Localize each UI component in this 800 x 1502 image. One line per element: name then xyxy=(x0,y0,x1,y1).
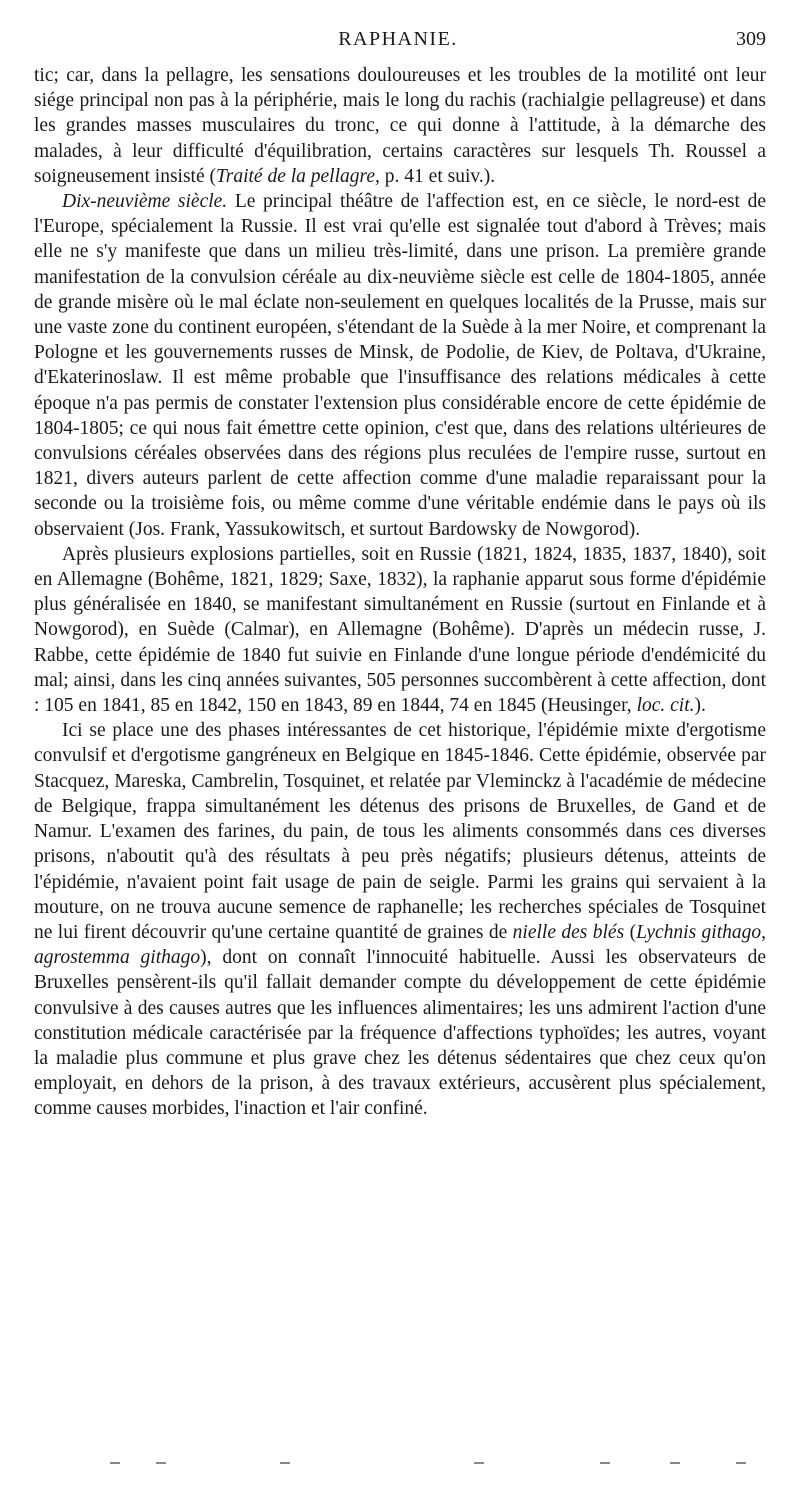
print-mark xyxy=(474,1462,484,1464)
italic-text-run: Traité de la pellagre, xyxy=(215,165,380,187)
paragraph xyxy=(34,63,766,189)
print-mark xyxy=(600,1462,610,1464)
page-header xyxy=(30,28,766,58)
italic-text-run: nielle des blés xyxy=(512,921,625,943)
paragraph xyxy=(34,542,766,718)
text-run: ), dont on connaît l'innocuité habituelle. Aussi les observateurs de Bruxelles pensèrent-ils qu'il fallait demander compte du développement de cette épidémie convulsive à des causes autres que les influences alimentaires; les uns admirent l'action d'une constitution médicale caractérisée par la fréquence d'affections typhoïdes; les autres, voyant la maladie plus commune et plus grave chez les détenus sédentaires que chez ceux qu'on employait, en dehors de la prison, à des travaux extérieurs, accusèrent plus spécialement, comme causes morbides, l'inaction et l'air confiné. xyxy=(34,947,766,1120)
print-mark xyxy=(156,1462,166,1464)
italic-text-run: Lychnis githago, agrostemma githago xyxy=(34,921,767,969)
print-mark xyxy=(280,1462,290,1464)
text-run: ( xyxy=(624,921,637,943)
print-mark xyxy=(110,1462,120,1464)
page-number: 309 xyxy=(736,28,766,50)
paragraph xyxy=(34,718,766,1121)
italic-text-run: loc. cit. xyxy=(636,695,695,717)
body-text xyxy=(34,63,766,1122)
print-mark xyxy=(736,1462,746,1464)
text-run: Le principal théâtre de l'affection est, en ce siècle, le nord-est de l'Europe, spécialement la Russie. Il est vrai qu'elle est signalée tout d'abord à Trèves; mais elle ne s'y manifeste que dans un milieu très-limité, dans une prison. La première grande manifestation de la convulsion céréale au dix-neuvième siècle est celle de 1804-1805, année de grande misère où le mal éclate non-seulement en quelques localités de la Prusse, mais sur une vaste zone du continent européen, s'étendant de la Suède à la mer Noire, et comprenant la Pologne et les gouvernements russes de Minsk, de Podolie, de Kiev, de Poltava, d'Ukraine, d'Ekaterinoslaw. Il est même probable que l'insuffisance des relations médicales à cette époque n'a pas permis de constater l'extension plus considérable encore de cette épidémie de 1804-1805; ce qui nous fait émettre cette opinion, c'est que, dans des relations ultérieures de convulsions céréales observées dans des régions plus reculées de l'empire russe, surtout en 1821, divers auteurs parlent de cette affection comme d'une maladie reparaissant pour la seconde ou la troisième fois, ou même comme d'une véritable endémie dans le pays où ils observaient (Jos. Frank, Yassukowitsch, et surtout Bardowsky de Nowgorod). xyxy=(34,191,766,540)
print-mark xyxy=(670,1462,680,1464)
text-run: Ici se place une des phases intéressantes de cet historique, l'épidémie mixte d'ergotisme convulsif et d'ergotisme gangréneux en Belgique en 1845-1846. Cette épidémie, observée par Stacquez, Mareska, Cambrelin, Tosquinet, et relatée par Vleminckz à l'académie de médecine de Belgique, frappa simultanément les détenus des prisons de Bruxelles, de Gand et de Namur. L'examen des farines, du pain, de tous les aliments consommés dans ces diverses prisons, n'aboutit qu'à des résultats à peu près négatifs; plusieurs détenus, atteints de l'épidémie, n'avaient point fait usage de pain de seigle. Parmi les grains qui servaient à la mouture, on ne trouva aucune semence de raphanelle; les recherches spéciales de Tosquinet ne lui firent découvrir qu'une certaine quantité de graines de xyxy=(34,720,766,943)
italic-text-run: Dix-neuvième siècle. xyxy=(62,191,228,213)
paragraph xyxy=(34,189,766,542)
text-run: Après plusieurs explosions partielles, soit en Russie (1821, 1824, 1835, 1837, 1840), soit en Allemagne (Bohême, 1821, 1829; Saxe, 1832), la raphanie apparut sous forme d'épidémie plus généralisée en 1840, se manifestant simultanément en Russie (surtout en Finlande et à Nowgorod), en Suède (Calmar), en Allemagne (Bohême). D'après un médecin russe, J. Rabbe, cette épidémie de 1840 fut suivie en Finlande d'une longue période d'endémicité du mal; ainsi, dans les cinq années suivantes, 505 personnes succombèrent à cette affection, dont : 105 en 1841, 85 en 1842, 150 en 1843, 89 en 1844, 74 en 1845 (Heusinger, xyxy=(34,543,766,717)
text-run: tic; car, dans la pellagre, les sensations douloureuses et les troubles de la motilité ont leur siége principal non pas à la périphérie, mais le long du rachis (rachialgie pellagreuse) et dans les grandes masses musculaires du tronc, ce qui donne à l'attitude, à la démarche des malades, à leur difficulté d'équilibration, certains caractères sur lesquels Th. Roussel a soigneusement insisté ( xyxy=(34,65,766,187)
text-run: p. 41 et suiv.). xyxy=(379,165,496,187)
text-run: ). xyxy=(694,695,706,717)
running-head: RAPHANIE. xyxy=(338,28,458,50)
bottom-print-marks xyxy=(110,1462,750,1470)
